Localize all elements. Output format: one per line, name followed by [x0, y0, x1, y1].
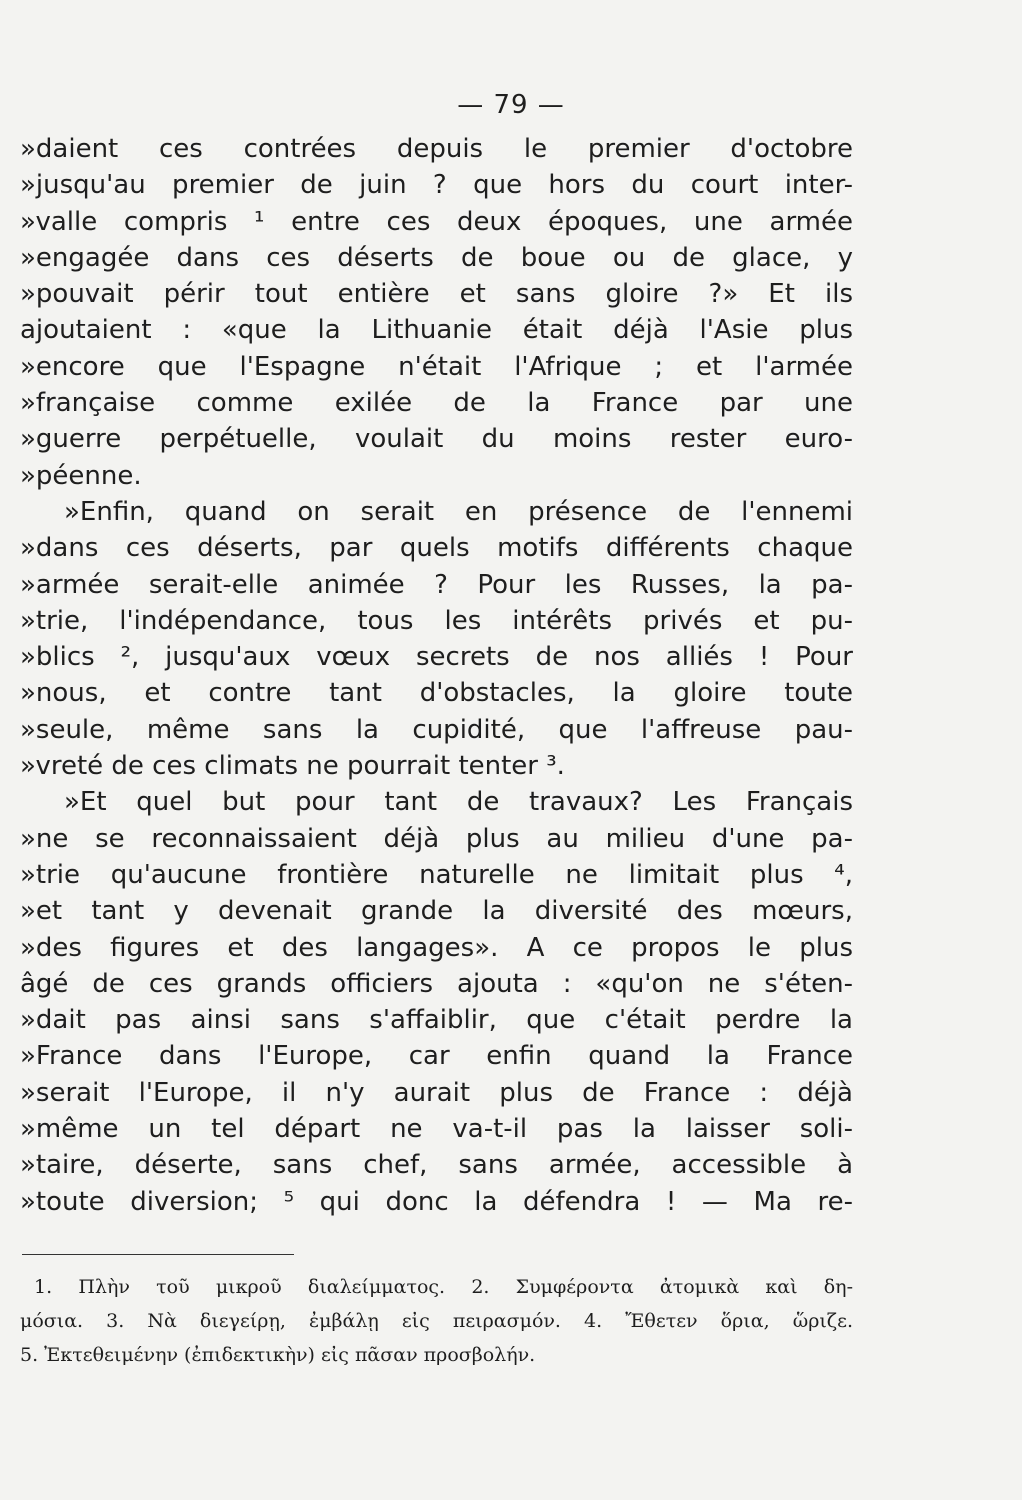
text-line: »pouvait périr tout entière et sans gloire ?» Et ils	[20, 279, 853, 310]
footnote-line: μόσια. 3. Νὰ διεγείρῃ, ἐμβάλῃ εἰς πειρασμόν. 4. Ἔθετεν ὅρια, ὥριζε.	[20, 1310, 853, 1332]
page-number: — 79 —	[457, 90, 565, 120]
text-line: »encore que l'Espagne n'était l'Afrique ; et l'armée	[20, 351, 853, 382]
text-line: »française comme exilée de la France par une	[20, 388, 853, 419]
text-line: »trie, l'indépendance, tous les intérêts privés et pu-	[20, 605, 853, 636]
text-line: »taire, déserte, sans chef, sans armée, accessible à	[20, 1150, 853, 1181]
text-line: »dans ces déserts, par quels motifs différents chaque	[20, 533, 853, 564]
text-line: »Enfin, quand on serait en présence de l'ennemi	[64, 496, 853, 527]
footnote-line: 1. Πλὴν τοῦ μικροῦ διαλείμματος. 2. Συμφέροντα ἀτομικὰ καὶ δη-	[34, 1276, 853, 1298]
text-line: »seule, même sans la cupidité, que l'affreuse pau-	[20, 714, 853, 745]
text-line: »engagée dans ces déserts de boue ou de glace, y	[20, 242, 853, 273]
text-line: »toute diversion; ⁵ qui donc la défendra ! — Ma re-	[20, 1186, 853, 1217]
text-line: »valle compris ¹ entre ces deux époques, une armée	[20, 206, 853, 237]
text-line: »dait pas ainsi sans s'affaiblir, que c'était perdre la	[20, 1005, 853, 1036]
text-line: »guerre perpétuelle, voulait du moins rester euro-	[20, 424, 853, 455]
footnote-line: 5. Ἐκτεθειμένην (ἐπιδεκτικὴν) εἰς πᾶσαν προσβολήν.	[20, 1344, 536, 1366]
text-line: »des figures et des langages». A ce propos le plus	[20, 932, 853, 963]
text-line: »daient ces contrées depuis le premier d'octobre	[20, 134, 853, 164]
text-line: »et tant y devenait grande la diversité des mœurs,	[20, 896, 853, 927]
text-line: »jusqu'au premier de juin ? que hors du court inter-	[20, 170, 853, 201]
text-line: »serait l'Europe, il n'y aurait plus de France : déjà	[20, 1077, 853, 1108]
text-line: ajoutaient : «que la Lithuanie était déjà l'Asie plus	[20, 315, 853, 346]
text-line: »péenne.	[20, 460, 142, 491]
text-line: »Et quel but pour tant de travaux? Les Français	[64, 787, 853, 818]
text-line: »France dans l'Europe, car enfin quand la France	[20, 1041, 853, 1072]
footnotes	[20, 1270, 853, 1372]
footnote-divider	[22, 1254, 294, 1255]
text-line: âgé de ces grands officiers ajouta : «qu'on ne s'éten-	[20, 968, 853, 999]
text-line: »armée serait-elle animée ? Pour les Russes, la pa-	[20, 569, 853, 600]
text-line: »même un tel départ ne va-t-il pas la laisser soli-	[20, 1114, 853, 1145]
text-line: »blics ², jusqu'aux vœux secrets de nos alliés ! Pour	[20, 642, 853, 673]
text-line: »nous, et contre tant d'obstacles, la gloire toute	[20, 678, 853, 709]
text-line: »trie qu'aucune frontière naturelle ne limitait plus ⁴,	[20, 859, 853, 890]
text-line: »vreté de ces climats ne pourrait tenter ³.	[20, 751, 565, 782]
body-text	[20, 131, 853, 1220]
text-line: »ne se reconnaissaient déjà plus au milieu d'une pa-	[20, 823, 853, 854]
